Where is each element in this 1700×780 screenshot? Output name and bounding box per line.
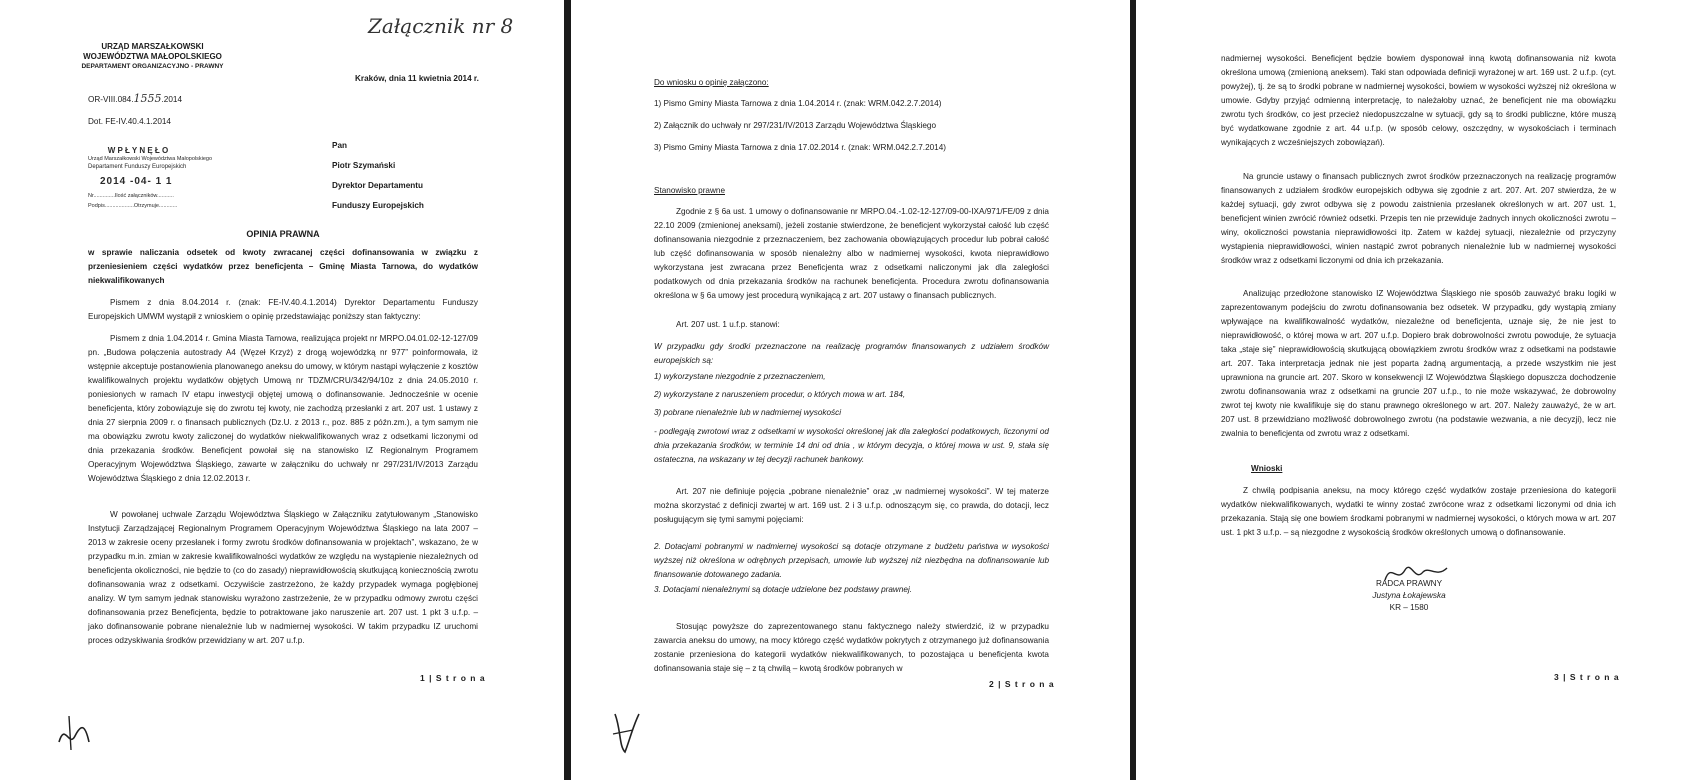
paragraph: Analizując przedłożone stanowisko IZ Województwa Śląskiego nie sposób zauważyć braku logiki w zaprezentowanym podejściu do zwrotu dofinansowania bez odsetek. W przypadku, gdy wystąpią zmiany wpływające na kwalifikowalność wydatków, niezależne od beneficjenta, uznaje się, że nie jest to nieprawidłowość, o której mowa w art. 207 u.f.p. Dopiero brak dobrowolności zwrotu powoduje, że sytuacja taka „staje się” nieprawidłowością skutkującą obowiązkiem zwrotu środków wraz z odsetkami na podstawie art. 207. Taka interpretacja jednak nie jest poparta żadną argumentacją, a przede wszystkim nie jest uprawniona na gruncie art. 207. Skoro w konsekwencji IZ Województwa Śląskiego dopuszcza dochodzenie zwrotu dofinansowania wraz z odsetkami na gruncie 207 u.f.p., to nie może wskazywać, że dobrowolny zwrot tej kwoty nie kwalifikuje się do stanu prawnego określonego w art. 207. Należy zauważyć, że w art. 207 ust. 8 przewidziano możliwość dobrowolnego zwrotu (na podstawie wezwania, a nie decyzji), lecz nie zwalnia to beneficjenta od zwrotu wraz z odsetkami. bbox=[1221, 289, 1616, 438]
page-number: 1 | S t r o n a bbox=[420, 673, 486, 683]
paragraph: Stosując powyższe do zaprezentowanego stanu faktycznego należy stwierdzić, iż w przypadku zawarcia aneksu do umowy, na mocy którego część wydatków pokrytych z otrzymanego już dofinansowania zostanie przeniesiona do kategorii wydatków niekwalifikowanych, to pozostająca u beneficjenta kwota dofinansowania staje się – z tą chwilą – kwotą środków pobranych w bbox=[654, 622, 1049, 673]
legal-position-heading: Stanowisko prawne bbox=[654, 186, 725, 195]
paragraph: Z chwilą podpisania aneksu, na mocy którego część wydatków zostaje przeniesiona do kategorii wydatków niekwalifikowanych, wydatki te winny zostać zwrócone wraz z odsetkami liczonymi od dnia ich przekazania. Stają się one bowiem środkami pobranymi w nadmiernej wysokości, o których mowa w art. 207 ust. 1 pkt 3 u.f.p. – są niezgodne z wysokością środków określonych umową o dofinansowanie. bbox=[1221, 486, 1616, 537]
attachment-item: 2) Załącznik do uchwały nr 297/231/IV/2013 Zarządu Województwa Śląskiego bbox=[654, 121, 937, 130]
paragraph: Pismem z dnia 8.04.2014 r. (znak: FE-IV.40.4.1.2014) Dyrektor Departamentu Funduszy Europejskich UMWM wystąpił z wnioskiem o opinię przedstawiając poniższy stan faktyczny: bbox=[88, 298, 478, 321]
quote-item: 1) wykorzystane niezgodnie z przeznaczeniem, bbox=[654, 372, 826, 381]
recipient-block: Pan Piotr Szymański Dyrektor Departamentu Funduszy Europejskich bbox=[332, 141, 424, 210]
reference-subject: Dot. FE-IV.40.4.1.2014 bbox=[88, 117, 171, 126]
document-page-2 bbox=[571, 0, 1130, 780]
document-title: OPINIA PRAWNA bbox=[246, 229, 320, 239]
place-date: Kraków, dnia 11 kwietnia 2014 r. bbox=[355, 74, 479, 83]
paragraph: nadmiernej wysokości. Beneficjent będzie bowiem dysponował inną kwotą dofinansowania niż kwota określona umową (zmienioną aneksem). Taki stan odpowiada definicji wyrażonej w art. 169 ust. 2 u.f.p. (cyt. powyżej), tj. że są to środki pobrane w nadmiernej wysokości, bowiem w wysokości wyższej niż określona w umowie. Gdyby przyjąć odmienną interpretację, to należałoby uznać, że beneficjent nie ma obowiązku zwrotu tych środków, co jest przecież niedopuszczalne w sytuacji, gdy są to środki publiczne, które muszą być wydatkowane zgodnie z art. 44 u.f.p. (w sposób celowy, oszczędny, w wysokościach i terminach wynikających z wcześniejszych zobowiązań). bbox=[1221, 54, 1616, 147]
handwritten-annotation: Załącznik nr 8 bbox=[368, 14, 514, 38]
attachment-item: 1) Pismo Gminy Miasta Tarnowa z dnia 1.04.2014 r. (znak: WRM.042.2.7.2014) bbox=[654, 99, 942, 108]
office-header: URZĄD MARSZAŁKOWSKI WOJEWÓDZTWA MAŁOPOLSKIEGO DEPARTAMENT ORGANIZACYJNO - PRAWNY bbox=[81, 42, 224, 70]
initials-signature bbox=[609, 706, 645, 756]
received-stamp: W P Ł Y N Ę Ł O Urząd Marszałkowski Województwa Małopolskiego Departament Funduszy Europejskich 2014 -04- 1 1 Nr..............Ilość załączników........... Podpis...................Otrzymuje............ bbox=[88, 146, 212, 209]
attachments-heading: Do wniosku o opinię załączono: bbox=[654, 78, 769, 87]
paragraph: Na gruncie ustawy o finansach publicznych zwrot środków przeznaczonych na realizację programów finansowanych z udziałem środków europejskich odbywa się zgodnie z art. 207. Art. 207 stwierdza, że w każdej sytuacji, gdy zwrot odbywa się z powodu zaistnienia przesłanek określonych w art. 207 ust. 1, beneficjent winien zwrócić również odsetki. Przepis ten nie przewiduje żadnych innych okoliczności zwrotu – winy, okoliczności powstania nieprawidłowości itp. Zatem w każdej sytuacji, niezależnie od przyczyny wystąpienia nieprawidłowości, winien nastąpić zwrot pobranych nienależnie lub w nadmiernej wysokości środków wraz z odsetkami liczonymi od dnia ich przekazania. bbox=[1221, 172, 1616, 265]
definition: 2. Dotacjami pobranymi w nadmiernej wysokości są dotacje otrzymane z budżetu państwa w wysokości wyższej niż określona w odrębnych przepisach, umowie lub wyższej niż niezbędna na dofinansowanie lub finansowanie dotowanego zadania. bbox=[654, 542, 1049, 579]
attachment-item: 3) Pismo Gminy Miasta Tarnowa z dnia 17.02.2014 r. (znak: WRM.042.2.7.2014) bbox=[654, 143, 947, 152]
article-intro: Art. 207 ust. 1 u.f.p. stanowi: bbox=[676, 320, 780, 329]
quote-item: 3) pobrane nienależnie lub w nadmiernej wysokości bbox=[654, 408, 842, 417]
quote: - podlegają zwrotowi wraz z odsetkami w wysokości określonej jak dla zaległości podatkowych, liczonymi od dnia przekazania środków, w terminie 14 dni od dnia , w którym decyzja, o której mowa w ust. 9, stała się ostateczna, na wskazany w tej decyzji rachunek bankowy. bbox=[654, 427, 1049, 464]
reference-number: OR-VIII.084.1555.2014 bbox=[88, 92, 183, 105]
paragraph: Pismem z dnia 1.04.2014 r. Gmina Miasta Tarnowa, realizująca projekt nr MRPO.04.01.02-12-127/09 pn. „Budowa połączenia autostrady A4 (Węzeł Krzyż) z drogą wojewódzką nr 977” poinformowała, iż wstępnie akceptuje postanowienia planowanego aneksu do umowy, w którym nastąpi wyłączenie z kosztów kwalifikowalnych projektu wydatków objętych Umową nr TDZM/CRU/342/94/10z z dnia 24.05.2010 r. poniesionych w ramach IV etapu inwestycji objętej umową o dofinansowanie. Jednocześnie w ocenie beneficjenta, który zobowiązuje się do zwrotu tej kwoty, nie zachodzą przesłanki z art. 207 ust. 1 ustawy z dnia 27 sierpnia 2009 r. o finansach publicznych (Dz.U. z 2013 r., poz. 885 z późn.zm.), a tym samym nie ma obowiązku zwrotu kwoty zaliczonej do wydatków niekwalifikowanych wraz z odsetkami liczonymi od dnia przekazania środków. Beneficjent powołał się na stanowisko IZ Regionalnym Programem Operacyjnym Województwa Śląskiego, zawarte w załączniku do uchwały nr 297/231/IV/2013 Zarządu Województwa Śląskiego z dnia 12.02.2013 r. bbox=[88, 334, 478, 483]
paragraph: Zgodnie z § 6a ust. 1 umowy o dofinansowanie nr MRPO.04.-1.02-12-127/09-00-IXA/971/FE/09 z dnia 22.10 2009 (zmienionej aneksami), jeżeli zostanie stwierdzone, że beneficjent wykorzystał całość lub część dofinansowania niezgodnie z przeznaczeniem, bez zachowania obowiązujących procedur lub pobrał całość lub część dofinansowania w sposób nienależny albo w nadmiernej wysokości, kwota nieprawidłowo wykorzystana jest zwracana przez Beneficjenta wraz z odsetkami naliczonymi jak dla zaległości podatkowych od dnia przekazania środków na rachunek beneficjenta. Procedura zwrotu dofinansowania określona w § 6a umowy jest procedurą wynikającą z art. 207 ustawy o finansach publicznych. bbox=[654, 207, 1049, 300]
quote-item: 2) wykorzystane z naruszeniem procedur, o których mowa w art. 184, bbox=[654, 390, 906, 399]
paragraph: Art. 207 nie definiuje pojęcia „pobrane nienależnie” oraz „w nadmiernej wysokości”. W tej materze można skorzystać z definicji zwartej w art. 169 ust. 2 i 3 u.f.p. odnoszącym się, co prawda, do dotacji, lecz posługującym się tymi samymi pojęciami: bbox=[654, 487, 1049, 524]
document-subject: w sprawie naliczania odsetek od kwoty zwracanej części dofinansowania w związku z przeniesieniem części wydatków przez beneficjenta – Gminę Miasta Tarnowa, do wydatków niekwalifikowanych bbox=[88, 248, 478, 285]
document-page-1 bbox=[0, 0, 564, 780]
signature-stamp: RADCA PRAWNY Justyna Łokajewska KR – 1580 bbox=[1372, 579, 1446, 612]
definition: 3. Dotacjami nienależnymi są dotacje udzielone bez podstawy prawnej. bbox=[654, 585, 913, 594]
initials-signature bbox=[55, 712, 95, 752]
quote: W przypadku gdy środki przeznaczone na realizację programów finansowanych z udziałem środków europejskich są: bbox=[654, 342, 1049, 365]
conclusions-heading: Wnioski bbox=[1251, 464, 1283, 473]
page-number: 2 | S t r o n a bbox=[989, 679, 1055, 689]
paragraph: W powołanej uchwale Zarządu Województwa Śląskiego w Załączniku zatytułowanym „Stanowisko Instytucji Zarządzającej Regionalnym Programem Operacyjnym Województwa Śląskiego na lata 2007 – 2013 w zakresie oceny przesłanek i formy zwrotu środków dofinansowania w projektach”, wskazano, że w przypadku m.in. zmian w zakresie kwalifikowalności wydatków ze względu na wystąpienie niezależnych od beneficjenta okoliczności, nie będzie to (co do zasady) nieprawidłowością skutkującą koniecznością zwrotu dofinansowania wraz z odsetkami. Oczywiście zastrzeżono, że każdy przypadek wymaga pogłębionej analizy. W tym samym jednak stanowisku wyrażono zastrzeżenie, że w przypadku odmowy zwrotu części dofinansowania przez Beneficjenta, będzie to potraktowane jako naruszenie art. 207 ust. 1 pkt 3 u.f.p. – jako dofinansowanie pobrane nienależnie lub w nadmiernej wysokości. W takim przypadku IZ uruchomi proces odzyskiwania środków przewidziany w art. 207 u.f.p. bbox=[88, 510, 478, 645]
page-number: 3 | S t r o n a bbox=[1554, 672, 1620, 682]
document-page-3 bbox=[1136, 0, 1700, 780]
